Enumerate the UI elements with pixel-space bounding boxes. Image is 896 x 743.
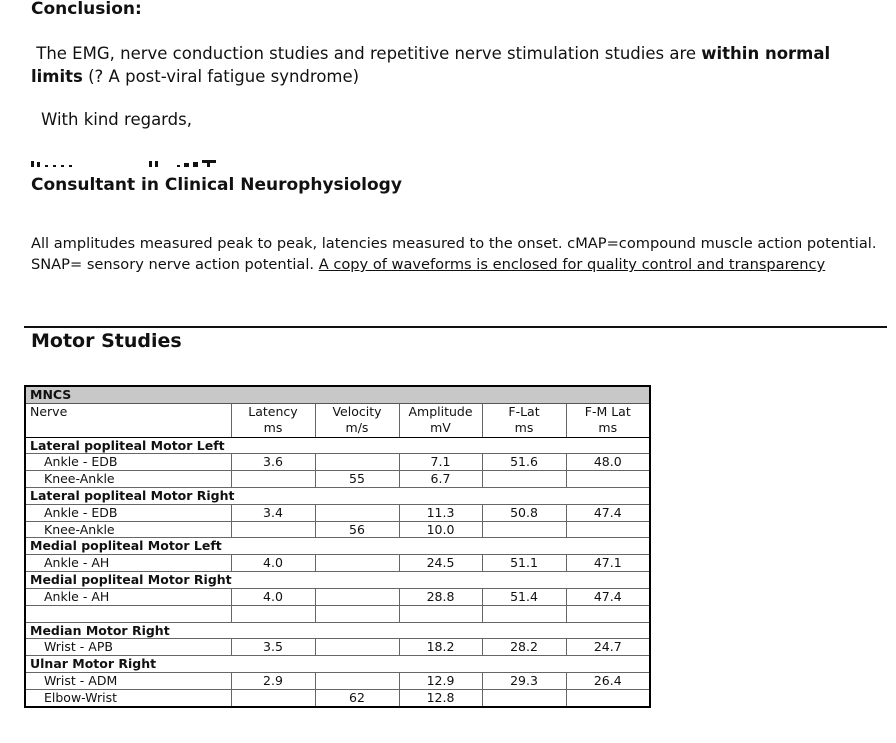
- nerve-group-row: [25, 487, 650, 504]
- cell: [25, 605, 231, 622]
- table-row: [25, 689, 650, 706]
- fmlat-cell: 47.4: [566, 504, 650, 521]
- fmlat-cell: 48.0: [566, 454, 650, 471]
- latency-cell: [231, 521, 315, 538]
- mncs-table: [24, 385, 651, 708]
- amplitude-cell: 28.8: [399, 588, 482, 605]
- site-cell: Wrist - APB: [25, 639, 231, 656]
- nerve-group-name: Lateral popliteal Motor Left: [25, 437, 650, 454]
- consultant-title: Consultant in Clinical Neurophysiology: [31, 175, 402, 195]
- unit-row: [25, 420, 650, 438]
- amplitude-cell: 24.5: [399, 555, 482, 572]
- table-title-row: [25, 386, 650, 403]
- velocity-cell: [315, 672, 399, 689]
- column-header: F-Lat: [482, 403, 566, 419]
- nerve-group-name: Median Motor Right: [25, 622, 650, 639]
- conclusion-paragraph: [31, 42, 861, 88]
- velocity-cell: [315, 555, 399, 572]
- nerve-group-row: [25, 656, 650, 673]
- latency-cell: [231, 689, 315, 706]
- velocity-cell: [315, 588, 399, 605]
- column-header: Nerve: [30, 403, 68, 419]
- nerve-group-name: Ulnar Motor Right: [25, 656, 650, 673]
- column-header: F-M Lat: [566, 403, 650, 419]
- latency-cell: 4.0: [231, 555, 315, 572]
- note-text: All amplitudes measured peak to peak, latencies measured to the onset. cMAP=compound muscle action potential. SNAP= sensory nerve action potential.: [31, 235, 877, 273]
- spacer-row: [25, 605, 650, 622]
- site-cell: Ankle - AH: [25, 588, 231, 605]
- cell: [231, 605, 315, 622]
- velocity-cell: [315, 454, 399, 471]
- flat-cell: 51.6: [482, 454, 566, 471]
- cell: [482, 605, 566, 622]
- flat-cell: [482, 689, 566, 706]
- amplitude-cell: 6.7: [399, 471, 482, 488]
- amplitude-cell: 11.3: [399, 504, 482, 521]
- fmlat-cell: 26.4: [566, 672, 650, 689]
- fmlat-cell: 24.7: [566, 639, 650, 656]
- cell: [399, 605, 482, 622]
- site-cell: Ankle - EDB: [25, 454, 231, 471]
- velocity-cell: 56: [315, 521, 399, 538]
- table-row: [25, 504, 650, 521]
- latency-cell: 4.0: [231, 588, 315, 605]
- unit-label: [25, 420, 231, 438]
- nerve-group-row: [25, 622, 650, 639]
- fmlat-cell: [566, 521, 650, 538]
- column-header: Latency: [231, 403, 315, 419]
- nerve-group-row: [25, 571, 650, 588]
- fmlat-cell: 47.1: [566, 555, 650, 572]
- site-cell: Wrist - ADM: [25, 672, 231, 689]
- flat-cell: [482, 471, 566, 488]
- unit-label: ms: [231, 420, 315, 438]
- velocity-cell: [315, 504, 399, 521]
- latency-cell: 3.5: [231, 639, 315, 656]
- waveforms-link[interactable]: A copy of waveforms is enclosed for quality control and transparency: [318, 256, 826, 273]
- table-row: [25, 639, 650, 656]
- fmlat-cell: [566, 471, 650, 488]
- table-row: [25, 454, 650, 471]
- site-cell: Ankle - AH: [25, 555, 231, 572]
- flat-cell: 51.4: [482, 588, 566, 605]
- table-row: [25, 471, 650, 488]
- unit-label: ms: [482, 420, 566, 438]
- unit-label: mV: [399, 420, 482, 438]
- closing-regards: With kind regards,: [41, 110, 192, 129]
- conclusion-text-bold: within normal limits: [31, 44, 831, 86]
- amplitude-cell: 10.0: [399, 521, 482, 538]
- conclusion-text-start: The EMG, nerve conduction studies and repetitive nerve stimulation studies are: [36, 44, 702, 63]
- flat-cell: 50.8: [482, 504, 566, 521]
- unit-label: m/s: [315, 420, 399, 438]
- measurement-note: [31, 233, 891, 275]
- signature-name-redacted: [31, 152, 231, 168]
- nerve-group-name: Medial popliteal Motor Right: [25, 571, 650, 588]
- motor-studies-heading: Motor Studies: [31, 330, 182, 352]
- nerve-group-row: [25, 538, 650, 555]
- conclusion-text-end: (? A post-viral fatigue syndrome): [82, 67, 360, 86]
- site-cell: Knee-Ankle: [25, 521, 231, 538]
- flat-cell: 51.1: [482, 555, 566, 572]
- velocity-cell: 55: [315, 471, 399, 488]
- amplitude-cell: 7.1: [399, 454, 482, 471]
- amplitude-cell: 12.9: [399, 672, 482, 689]
- nerve-group-name: Medial popliteal Motor Left: [25, 538, 650, 555]
- unit-label: ms: [566, 420, 650, 438]
- site-cell: Knee-Ankle: [25, 471, 231, 488]
- cell: [566, 605, 650, 622]
- table-title: MNCS: [25, 386, 650, 403]
- column-header: Velocity: [315, 403, 399, 419]
- conclusion-heading: Conclusion:: [31, 0, 142, 19]
- flat-cell: [482, 521, 566, 538]
- latency-cell: 3.4: [231, 504, 315, 521]
- fmlat-cell: 47.4: [566, 588, 650, 605]
- fmlat-cell: [566, 689, 650, 706]
- table-row: [25, 555, 650, 572]
- section-divider: [24, 326, 887, 328]
- column-header-row: [25, 403, 650, 419]
- cell: [315, 605, 399, 622]
- table-row: [25, 588, 650, 605]
- nerve-group-name: Lateral popliteal Motor Right: [25, 487, 650, 504]
- velocity-cell: 62: [315, 689, 399, 706]
- table-row: [25, 521, 650, 538]
- column-header: Amplitude: [399, 403, 482, 419]
- latency-cell: 2.9: [231, 672, 315, 689]
- site-cell: Ankle - EDB: [25, 504, 231, 521]
- amplitude-cell: 18.2: [399, 639, 482, 656]
- velocity-cell: [315, 639, 399, 656]
- nerve-group-row: [25, 437, 650, 454]
- flat-cell: 29.3: [482, 672, 566, 689]
- latency-cell: 3.6: [231, 454, 315, 471]
- latency-cell: [231, 471, 315, 488]
- site-cell: Elbow-Wrist: [25, 689, 231, 706]
- table-row: [25, 672, 650, 689]
- amplitude-cell: 12.8: [399, 689, 482, 706]
- flat-cell: 28.2: [482, 639, 566, 656]
